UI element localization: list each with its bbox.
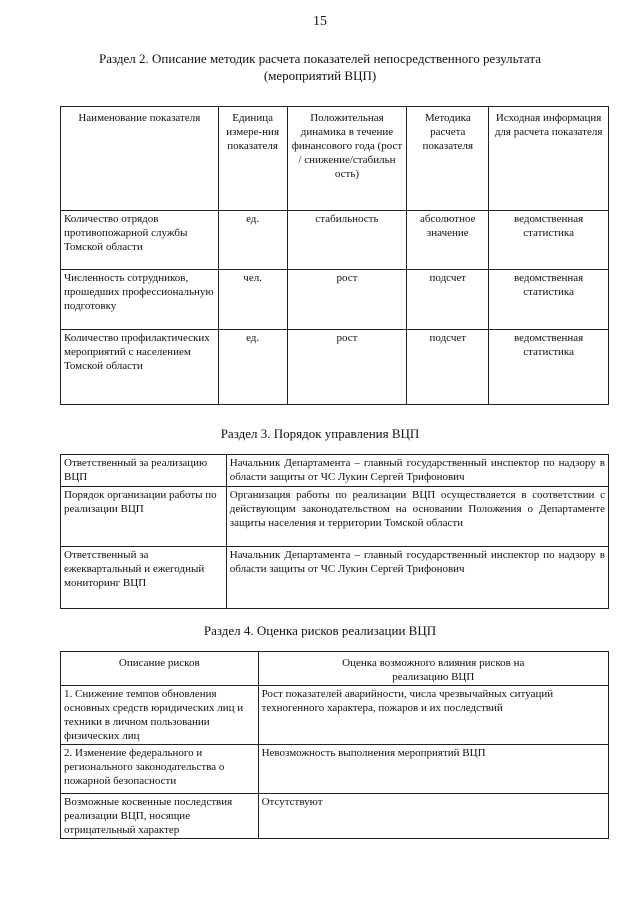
- section2-title: [60, 50, 580, 84]
- management-value: Начальник Департамента – главный государственный инспектор по надзору в области защиты от ЧС Лукин Сергей Трифонович: [226, 455, 608, 487]
- indicator-name: Количество отрядов противопожарной службы Томской области: [61, 211, 219, 270]
- table-row: [61, 330, 609, 405]
- table-row: [61, 211, 609, 270]
- risk-description: 1. Снижение темпов обновления основных средств юридических лиц и техники в личном пользовании физических лиц: [61, 686, 259, 745]
- table-row: [61, 487, 609, 547]
- table-row: [61, 745, 609, 794]
- page-number: 15: [313, 14, 327, 29]
- risk-impact: Рост показателей аварийности, числа чрезвычайных ситуаций техногенного характера, пожаров и их последствий: [258, 686, 608, 745]
- header-name: Наименование показателя: [61, 107, 219, 211]
- table-row: [61, 794, 609, 839]
- table-row: [61, 686, 609, 745]
- indicator-unit: ед.: [218, 330, 287, 405]
- table-row: [61, 270, 609, 330]
- risk-impact: Отсутствуют: [258, 794, 608, 839]
- section4-table: [60, 651, 609, 839]
- risk-description: Возможные косвенные последствия реализации ВЦП, носящие отрицательный характер: [61, 794, 259, 839]
- table-header-row: [61, 107, 609, 211]
- risk-description: 2. Изменение федерального и регионального законодательства о пожарной безопасности: [61, 745, 259, 794]
- header-impact: Оценка возможного влияния рисков на реализацию ВЦП: [258, 652, 608, 686]
- indicator-source: ведомственная статистика: [489, 211, 609, 270]
- section3-table: [60, 454, 609, 609]
- indicator-dynamics: рост: [287, 270, 407, 330]
- indicator-dynamics: рост: [287, 330, 407, 405]
- header-source: Исходная информация для расчета показателя: [489, 107, 609, 211]
- management-value: Организация работы по реализации ВЦП осуществляется в соответствии с действующим законодательством на основании Положения о Департаменте защиты населения и территории Томской области: [226, 487, 608, 547]
- indicator-unit: чел.: [218, 270, 287, 330]
- section2-title-line2: (мероприятий ВЦП): [263, 68, 377, 83]
- table-header-row: [61, 652, 609, 686]
- indicator-method: подсчет: [407, 270, 489, 330]
- indicator-method: подсчет: [407, 330, 489, 405]
- indicator-dynamics: стабильность: [287, 211, 407, 270]
- header-unit: Единица измере-ния показателя: [218, 107, 287, 211]
- indicator-name: Количество профилактических мероприятий с населением Томской области: [61, 330, 219, 405]
- indicator-unit: ед.: [218, 211, 287, 270]
- management-label: Ответственный за ежеквартальный и ежегодный мониторинг ВЦП: [61, 547, 227, 609]
- header-dynamics: Положительная динамика в течение финансового года (рост / снижение/стабильн ость): [287, 107, 407, 211]
- section2-title-line1: Раздел 2. Описание методик расчета показателей непосредственного результата: [99, 51, 541, 66]
- management-label: Ответственный за реализацию ВЦП: [61, 455, 227, 487]
- management-label: Порядок организации работы по реализации ВЦП: [61, 487, 227, 547]
- indicator-source: ведомственная статистика: [489, 270, 609, 330]
- indicator-source: ведомственная статистика: [489, 330, 609, 405]
- section4-title: Раздел 4. Оценка рисков реализации ВЦП: [203, 623, 437, 638]
- indicator-name: Численность сотрудников, прошедших профессиональную подготовку: [61, 270, 219, 330]
- indicator-method: абсолютное значение: [407, 211, 489, 270]
- section3-title: Раздел 3. Порядок управления ВЦП: [220, 426, 420, 441]
- table-row: [61, 547, 609, 609]
- header-method: Методика расчета показателя: [407, 107, 489, 211]
- section2-table: [60, 106, 609, 405]
- management-value: Начальник Департамента – главный государственный инспектор по надзору в области защиты от ЧС Лукин Сергей Трифонович: [226, 547, 608, 609]
- risk-impact: Невозможность выполнения мероприятий ВЦП: [258, 745, 608, 794]
- header-risk: Описание рисков: [61, 652, 259, 686]
- table-row: [61, 455, 609, 487]
